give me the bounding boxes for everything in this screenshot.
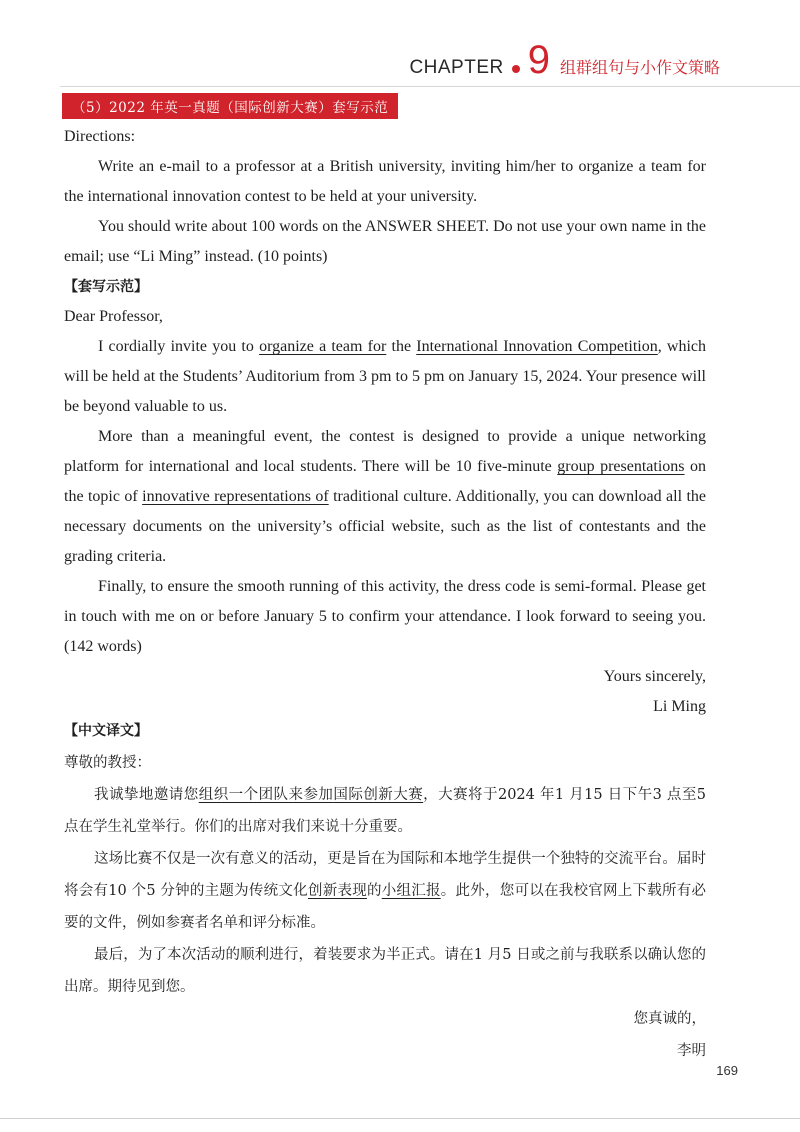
text-run: 的 bbox=[366, 883, 382, 899]
page-number: 169 bbox=[716, 1063, 738, 1078]
underlined-phrase: group presentations bbox=[557, 458, 685, 475]
sample-label: 【套写示范】 bbox=[64, 279, 148, 295]
bottom-divider bbox=[0, 1118, 800, 1119]
text-run: , which will be held at the Students’ Auditorium from 3 pm to 5 pm on January 15, 2024. Your presence will be beyond valuable to us. bbox=[64, 338, 707, 415]
text-run: 。此外，您可以在我校官网上下载所有必要的文件，例如参赛者名单和评分标准。 bbox=[64, 883, 707, 931]
translation-paragraph-3: 最后，为了本次活动的顺利进行，着装要求为半正式。请在1 月5 日或之前与我联系以确认您的出席。期待见到您。 bbox=[64, 947, 706, 995]
letter-paragraph-2 bbox=[64, 422, 706, 572]
directions-paragraph-2: You should write about 100 words on the ANSWER SHEET. Do not use your own name in the email; use “Li Ming” instead. (10 points) bbox=[64, 218, 706, 265]
chapter-header bbox=[409, 40, 720, 80]
section-banner: （5）2022 年英一真题（国际创新大赛）套写示范 bbox=[62, 93, 398, 119]
underlined-phrase: innovative representations of bbox=[142, 488, 329, 505]
translation-block bbox=[64, 715, 706, 1067]
translation-salutation: 尊敬的教授： bbox=[64, 755, 151, 771]
underlined-phrase: 创新表现 bbox=[307, 883, 367, 899]
translation-paragraph-2 bbox=[64, 843, 706, 939]
chapter-number: 9 bbox=[527, 38, 550, 82]
translation-label: 【中文译文】 bbox=[64, 723, 148, 739]
letter-closing: Yours sincerely, bbox=[603, 668, 706, 685]
underlined-phrase: 国际创新大赛 bbox=[333, 787, 424, 803]
header-divider bbox=[60, 86, 800, 87]
underlined-phrase: organize a team for bbox=[259, 338, 387, 355]
directions-label: Directions: bbox=[64, 128, 136, 145]
letter-paragraph-1 bbox=[64, 332, 706, 422]
translation-signature: 李明 bbox=[677, 1043, 706, 1059]
underlined-phrase: International Innovation Competition bbox=[416, 338, 658, 355]
text-run: traditional culture. Additionally, you can download all the necessary documents on the university’s official website, such as the list of contestants and the grading criteria. bbox=[64, 488, 707, 565]
chapter-word: CHAPTER bbox=[409, 57, 504, 78]
text-run: the bbox=[386, 338, 417, 355]
translation-paragraph-1 bbox=[64, 779, 706, 843]
text-run: 这场比赛不仅是一次有意义的活动，更是旨在为国际和本地学生提供一个独特的交流平台。届时将会有10 个5 分钟的主题为传统文化 bbox=[64, 851, 706, 899]
letter-salutation: Dear Professor, bbox=[64, 308, 163, 325]
text-run: 我诚挚地邀请您 bbox=[94, 787, 199, 803]
text-run: More than a meaningful event, the contest is designed to provide a unique networking platform for international and local students. There will be 10 five-minute bbox=[64, 428, 706, 475]
sample-letter bbox=[64, 272, 706, 722]
translation-closing: 您真诚的， bbox=[633, 1011, 706, 1027]
letter-signature: Li Ming bbox=[653, 698, 706, 715]
text-run: I cordially invite you to bbox=[98, 338, 260, 355]
directions-block bbox=[64, 122, 706, 272]
chapter-title: 组群组句与小作文策略 bbox=[559, 58, 720, 77]
text-run: on the topic of bbox=[64, 458, 707, 505]
letter-paragraph-3: Finally, to ensure the smooth running of this activity, the dress code is semi-formal. Please get in touch with me on or before January 5 to confirm your attendance. I look forward to seeing you. (142 words) bbox=[64, 578, 706, 655]
underlined-phrase: 小组汇报 bbox=[381, 883, 441, 899]
underlined-phrase: 组织一个团队来参加 bbox=[198, 787, 334, 803]
directions-paragraph-1: Write an e-mail to a professor at a British university, inviting him/her to organize a team for the international innovation contest to be held at your university. bbox=[64, 158, 706, 205]
text-run: ，大赛将于2024 年1 月15 日下午3 点至5 点在学生礼堂举行。你们的出席对我们来说十分重要。 bbox=[64, 787, 707, 835]
bullet-dot-icon bbox=[512, 65, 520, 73]
